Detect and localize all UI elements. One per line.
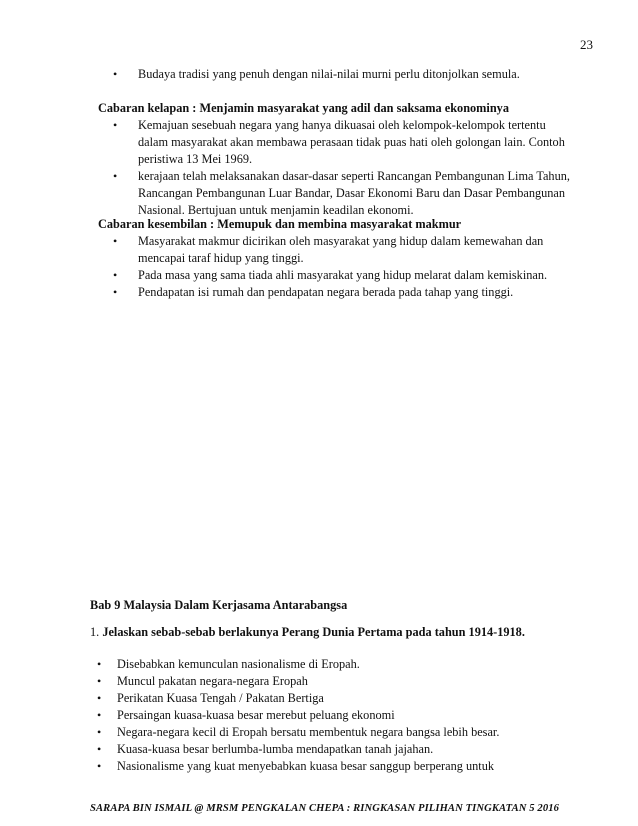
chapter-title: Bab 9 Malaysia Dalam Kerjasama Antarabangsa (90, 598, 348, 612)
list-item: • Masyarakat makmur dicirikan oleh masyarakat yang hidup dalam kemewahan dan mencapai taraf hidup yang tinggi. (113, 234, 544, 265)
bullet-icon: • (97, 674, 102, 688)
bullet-icon: • (97, 725, 102, 739)
cabaran-kesembilan-list (113, 233, 548, 301)
list-item: • Perikatan Kuasa Tengah / Pakatan Bertiga (97, 691, 324, 705)
page-number: 23 (580, 37, 593, 52)
bullet-icon: • (113, 169, 118, 183)
question-line (90, 624, 525, 641)
question-text: Jelaskan sebab-sebab berlakunya Perang Dunia Pertama pada tahun 1914-1918. (102, 625, 525, 639)
list-item: • Persaingan kuasa-kuasa besar merebut peluang ekonomi (97, 708, 395, 722)
bullet-icon: • (113, 268, 118, 282)
page-footer: SARAPA BIN ISMAIL @ MRSM PENGKALAN CHEPA : RINGKASAN PILIHAN TINGKATAN 5 2016 (90, 803, 560, 814)
cabaran-kelapan-list (113, 117, 570, 219)
bullet-icon: • (97, 742, 102, 756)
bullet-icon: • (97, 691, 102, 705)
question-number: 1. (90, 625, 100, 639)
bullet-icon: • (97, 759, 102, 773)
list-item: • Kuasa-kuasa besar berlumba-lumba mendapatkan tanah jajahan. (97, 742, 434, 756)
list-item: • Muncul pakatan negara-negara Eropah (97, 674, 308, 688)
list-item: • Pendapatan isi rumah dan pendapatan negara berada pada tahap yang tinggi. (113, 285, 514, 299)
list-item: • Disebabkan kemunculan nasionalisme di Eropah. (97, 657, 360, 671)
top-bullet-list (113, 66, 520, 83)
list-item: • Nasionalisme yang kuat menyebabkan kuasa besar sanggup berperang untuk (97, 759, 494, 773)
section-heading-cabaran-kelapan: Cabaran kelapan : Menjamin masyarakat yang adil dan saksama ekonominya (98, 101, 509, 115)
list-item: • Negara-negara kecil di Eropah bersatu membentuk negara bangsa lebih besar. (97, 725, 500, 739)
list-item: • kerajaan telah melaksanakan dasar-dasar seperti Rancangan Pembangunan Lima Tahun, Rancangan Pembangunan Luar Bandar, Dasar Ekonomi Baru dan Dasar Pembangunan Nasional. Bertujuan untuk menjamin keadilan ekonomi. (113, 169, 570, 217)
bullet-icon: • (113, 118, 118, 132)
bullet-icon: • (113, 67, 118, 81)
bullet-icon: • (97, 708, 102, 722)
bullet-icon: • (113, 234, 118, 248)
list-item: • Budaya tradisi yang penuh dengan nilai-nilai murni perlu ditonjolkan semula. (113, 67, 520, 81)
section-heading-cabaran-kesembilan: Cabaran kesembilan : Memupuk dan membina masyarakat makmur (98, 217, 462, 231)
list-item: • Pada masa yang sama tiada ahli masyarakat yang hidup melarat dalam kemiskinan. (113, 268, 548, 282)
bullet-icon: • (97, 657, 102, 671)
list-item: • Kemajuan sesebuah negara yang hanya dikuasai oleh kelompok-kelompok tertentu dalam masyarakat akan membawa perasaan tidak puas hati oleh golongan lain. Contoh peristiwa 13 Mei 1969. (113, 118, 565, 166)
bab9-bullet-list (97, 656, 500, 775)
bullet-icon: • (113, 285, 118, 299)
